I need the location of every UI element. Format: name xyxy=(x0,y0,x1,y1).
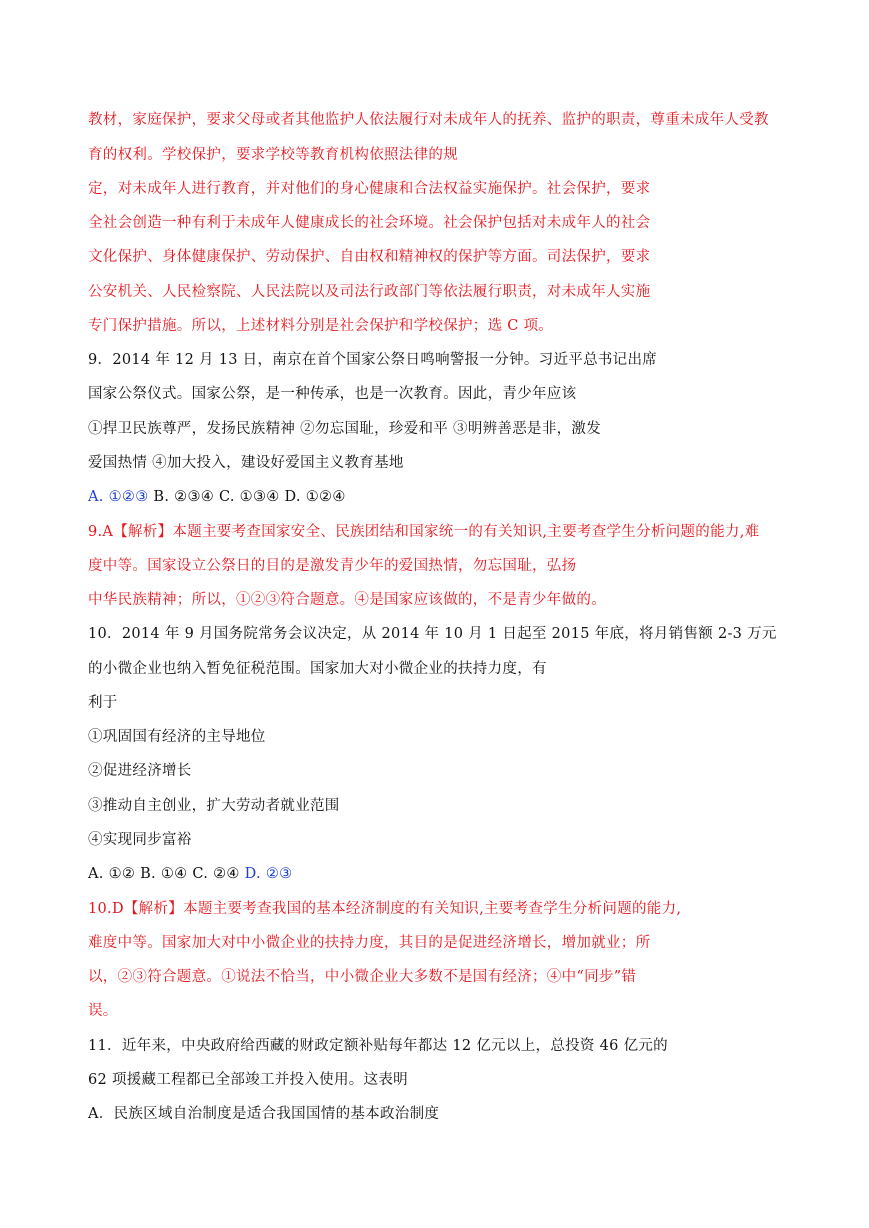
q8-analysis-line: 文化保护、身体健康保护、劳动保护、自由权和精神权的保护等方面。司法保护，要求 xyxy=(88,249,651,265)
q9-analysis-line: 9.A【解析】本题主要考查国家安全、民族团结和国家统一的有关知识,主要考查学生分析问题的能力,难 xyxy=(88,524,760,540)
q10-choice-line: ②促进经济增长 xyxy=(88,763,192,779)
q10-choice-line: ④实现同步富裕 xyxy=(88,832,192,848)
q11-option-a: A．民族区域自治制度是适合我国国情的基本政治制度 xyxy=(88,1106,440,1122)
q8-analysis-line: 教材，家庭保护，要求父母或者其他监护人依法履行对未成年人的抚养、监护的职责，尊重未成年人受教 xyxy=(88,112,769,128)
q10-analysis-line: 难度中等。国家加大对中小微企业的扶持力度，其目的是促进经济增长，增加就业；所 xyxy=(88,935,651,951)
q10-analysis-line: 以，②③符合题意。①说法不恰当，中小微企业大多数不是国有经济；④中“同步”错 xyxy=(88,969,637,985)
q10-analysis-line: 10.D【解析】本题主要考查我国的基本经济制度的有关知识,主要考查学生分析问题的能力, xyxy=(88,901,682,917)
q10-stem-line: 10．2014 年 9 月国务院常务会议决定，从 2014 年 10 月 1 日起至 2015 年底，将月销售额 2-3 万元 xyxy=(88,626,777,642)
q9-analysis-line: 中华民族精神；所以，①②③符合题意。④是国家应该做的，不是青少年做的。 xyxy=(88,592,606,608)
q9-stem-line: 国家公祭仪式。国家公祭，是一种传承，也是一次教育。因此，青少年应该 xyxy=(88,386,577,402)
q8-analysis-line: 定，对未成年人进行教育，并对他们的身心健康和合法权益实施保护。社会保护，要求 xyxy=(88,181,651,197)
q9-other-options: B. ②③④ C. ①③④ D. ①②④ xyxy=(148,489,346,505)
q11-stem-line: 62 项援藏工程都已全部竣工并投入使用。这表明 xyxy=(88,1072,408,1088)
q9-correct-option: A. ①②③ xyxy=(88,489,149,505)
q10-stem-line: 的小微企业也纳入暂免征税范围。国家加大对小微企业的扶持力度，有 xyxy=(88,661,547,677)
q9-stem-line: 9．2014 年 12 月 13 日，南京在首个国家公祭日鸣响警报一分钟。习近平总书记出席 xyxy=(88,352,658,368)
q9-analysis-line: 度中等。国家设立公祭日的目的是激发青少年的爱国热情，勿忘国耻，弘扬 xyxy=(88,558,577,574)
q10-other-options: A. ①② B. ①④ C. ②④ xyxy=(88,866,245,882)
q10-choice-line: ③推动自主创业，扩大劳动者就业范围 xyxy=(88,798,340,814)
q11-stem-line: 11．近年来，中央政府给西藏的财政定额补贴每年都达 12 亿元以上，总投资 46 亿元的 xyxy=(88,1038,668,1054)
q9-stem-line: ①捍卫民族尊严，发扬民族精神 ②勿忘国耻，珍爱和平 ③明辨善恶是非，激发 xyxy=(88,421,602,437)
q9-stem-line: 爱国热情 ④加大投入，建设好爱国主义教育基地 xyxy=(88,455,404,471)
q8-analysis-line: 育的权利。学校保护，要求学校等教育机构依照法律的规 xyxy=(88,147,458,163)
q10-analysis-line: 误。 xyxy=(88,1003,118,1019)
q8-analysis-line: 公安机关、人民检察院、人民法院以及司法行政部门等依法履行职责，对未成年人实施 xyxy=(88,284,651,300)
q8-analysis-line: 专门保护措施。所以，上述材料分别是社会保护和学校保护；选 C 项。 xyxy=(88,318,554,334)
q10-options xyxy=(88,863,292,885)
q10-stem-line: 利于 xyxy=(88,695,118,711)
q8-analysis-line: 全社会创造一种有利于未成年人健康成长的社会环境。社会保护包括对未成年人的社会 xyxy=(88,215,651,231)
q10-choice-line: ①巩固国有经济的主导地位 xyxy=(88,729,266,745)
q10-correct-option: D. ②③ xyxy=(244,866,293,882)
q9-options xyxy=(88,486,346,508)
